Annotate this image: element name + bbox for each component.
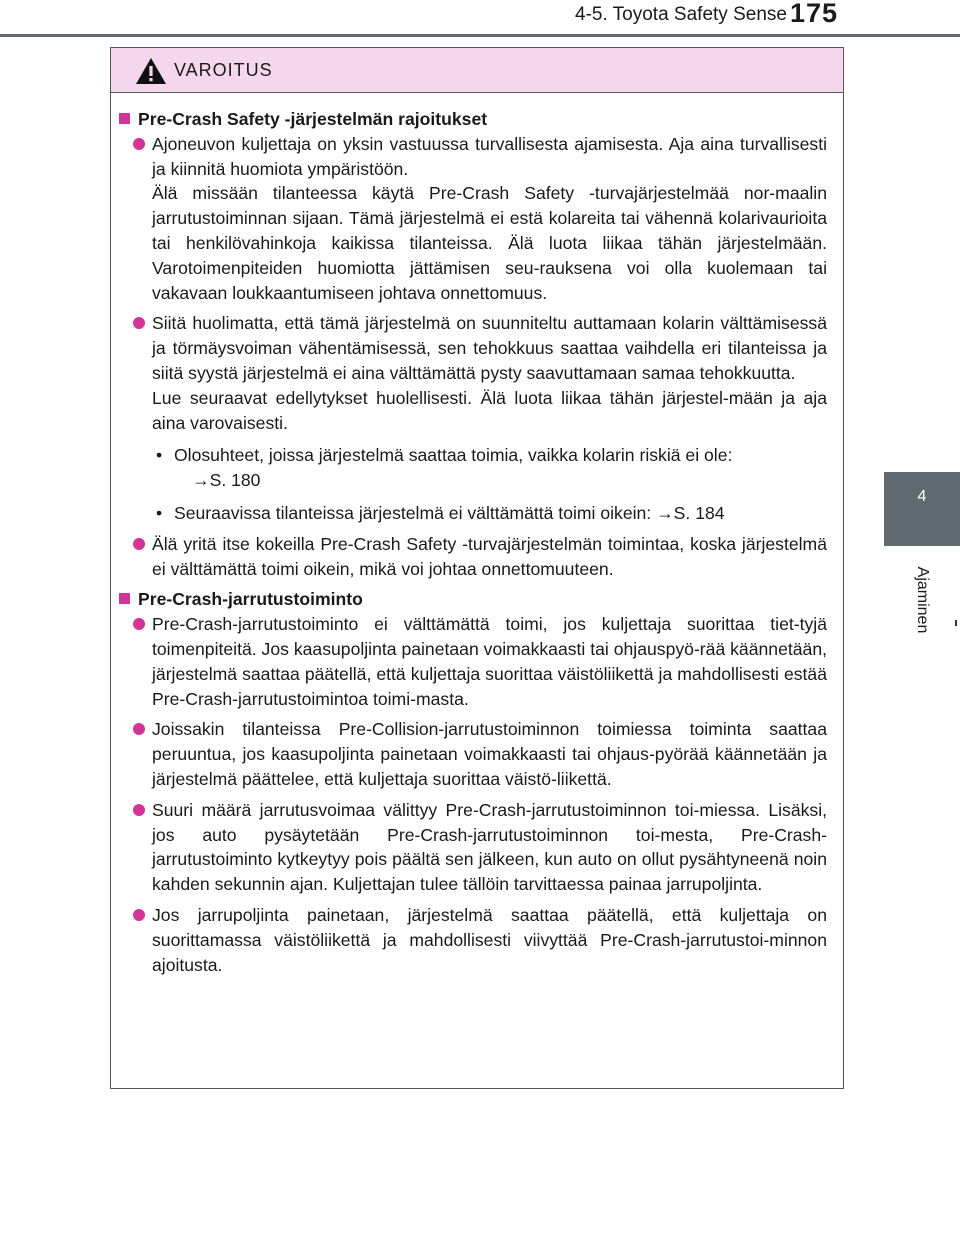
section	[119, 587, 827, 977]
warning-box	[110, 47, 844, 1089]
page-number: 175	[790, 0, 839, 28]
side-tick	[955, 620, 957, 626]
list-item	[133, 717, 827, 791]
chapter-label	[884, 560, 960, 640]
circle-bullet-icon	[133, 804, 145, 816]
list-item	[133, 612, 827, 711]
circle-bullet-icon	[133, 723, 145, 735]
warning-content	[111, 93, 843, 977]
list-item	[133, 798, 827, 897]
warning-label: VAROITUS	[174, 60, 273, 80]
page-reference-link[interactable]: →S. 180	[192, 470, 261, 491]
chapter-number: 4	[917, 488, 927, 505]
circle-bullet-icon	[133, 138, 145, 150]
paragraph: Lue seuraavat edellytykset huolellisesti. Älä luota liikaa tähän järjestel-mään ja aja aina varovaisesti.	[152, 387, 827, 433]
list-item	[133, 311, 827, 525]
paragraph: Jos jarrupoljinta painetaan, järjestelmä saattaa päätellä, että kuljettaja on suorittamassa väistöliikettä ja mahdollisesti viivyttää Pre-Crash-jarrutustoi-minnon ajoitusta.	[152, 904, 827, 975]
warning-triangle-icon	[135, 57, 167, 85]
sub-list-item	[156, 501, 827, 526]
warning-header	[111, 48, 843, 93]
section-title: 4-5. Toyota Safety Sense	[575, 4, 787, 25]
paragraph: Älä yritä itse kokeilla Pre-Crash Safety -turvajärjestelmän toimintaa, koska järjestelmä ei välttämättä toimi oikein, mikä voi johtaa onnettomuuteen.	[152, 533, 827, 579]
sub-list-item	[156, 443, 827, 493]
circle-bullet-icon	[133, 618, 145, 630]
circle-bullet-icon	[133, 538, 145, 550]
paragraph: Suuri määrä jarrutusvoimaa välittyy Pre-Crash-jarrutustoiminnon toi-miessa. Lisäksi, jos auto pysäytetään Pre-Crash-jarrutustoiminnon toi-mesta, Pre-Crash-jarrutustoiminto kytkeytyy pois päältä sen jälkeen, kun auto on ollut pysähtyneenä noin kahden sekunnin ajan. Kuljettajan tulee tällöin tarvittaessa painaa jarrupoljinta.	[152, 799, 827, 895]
list-item	[133, 132, 827, 306]
page-header	[0, 0, 960, 40]
section-heading-text: Pre-Crash Safety -järjestelmän rajoitukset	[138, 109, 488, 129]
section-heading-text: Pre-Crash-jarrutustoiminto	[138, 589, 363, 610]
list-item	[133, 532, 827, 582]
square-bullet-icon	[119, 593, 130, 604]
section-heading	[119, 587, 827, 612]
circle-bullet-icon	[133, 909, 145, 921]
header-rule	[0, 34, 960, 37]
dot-bullet: •	[156, 502, 163, 523]
chapter-label-text: Ajaminen	[914, 566, 931, 634]
paragraph: Ajoneuvon kuljettaja on yksin vastuussa turvallisesta ajamisesta. Aja aina turvallisesti ja kiinnitä huomiota ympäristöön.	[152, 133, 827, 179]
sub-item-text: Olosuhteet, joissa järjestelmä saattaa toimia, vaikka kolarin riskiä ei ole:	[174, 445, 733, 466]
section-heading	[119, 107, 827, 132]
chapter-tab[interactable]	[884, 472, 960, 546]
square-bullet-icon	[119, 113, 130, 124]
circle-bullet-icon	[133, 317, 145, 329]
paragraph: Siitä huolimatta, että tämä järjestelmä on suunniteltu auttamaan kolarin välttämisessä ja törmäysvoiman vähentämisessä, sen tehokkuus saattaa vaihdella eri tilanteissa ja siitä syystä järjestelmä ei aina välttämättä pysty saavuttamaan samaa tehokkuutta.	[152, 313, 827, 383]
paragraph: Pre-Crash-jarrutustoiminto ei välttämättä toimi, jos kuljettaja suorittaa tiet-tyjä toimenpiteitä. Jos kaasupoljinta painetaan voimakkaasti tai ohjauspyö-rää käännetään, järjestelmä saattaa päätellä, että kuljettaja suorittaa väistöliikettä ja mahdollisesti estää Pre-Crash-jarrutustoimintoa toimi-masta.	[152, 614, 827, 709]
paragraph: Älä missään tilanteessa käytä Pre-Crash Safety -turvajärjestelmää nor-maalin jarrutustoiminnan sijaan. Tämä järjestelmä ei estä kolareita tai vähennä kolarivaurioita tai henkilövahinkoja kaikissa tilanteissa. Älä luota liikaa tähän järjestelmään. Varotoimenpiteiden huomiotta jättämisen seu-rauksena voi olla kuolemaan tai vakavaan loukkaantumiseen johtava onnettomuus.	[152, 183, 827, 303]
sub-item-text: Seuraavissa tilanteissa järjestelmä ei välttämättä toimi oikein: →S. 184	[174, 502, 725, 523]
section	[119, 107, 827, 581]
paragraph: Joissakin tilanteissa Pre-Collision-jarrutustoiminnon toimiessa toiminta saattaa peruuntua, jos kaasupoljinta painetaan voimakkaasti tai ohjaus-pyörää käännetään ja järjestelmä päättelee, että kuljettaja suorittaa väistö-liikettä.	[152, 719, 827, 789]
dot-bullet: •	[156, 445, 163, 466]
list-item	[133, 903, 827, 977]
